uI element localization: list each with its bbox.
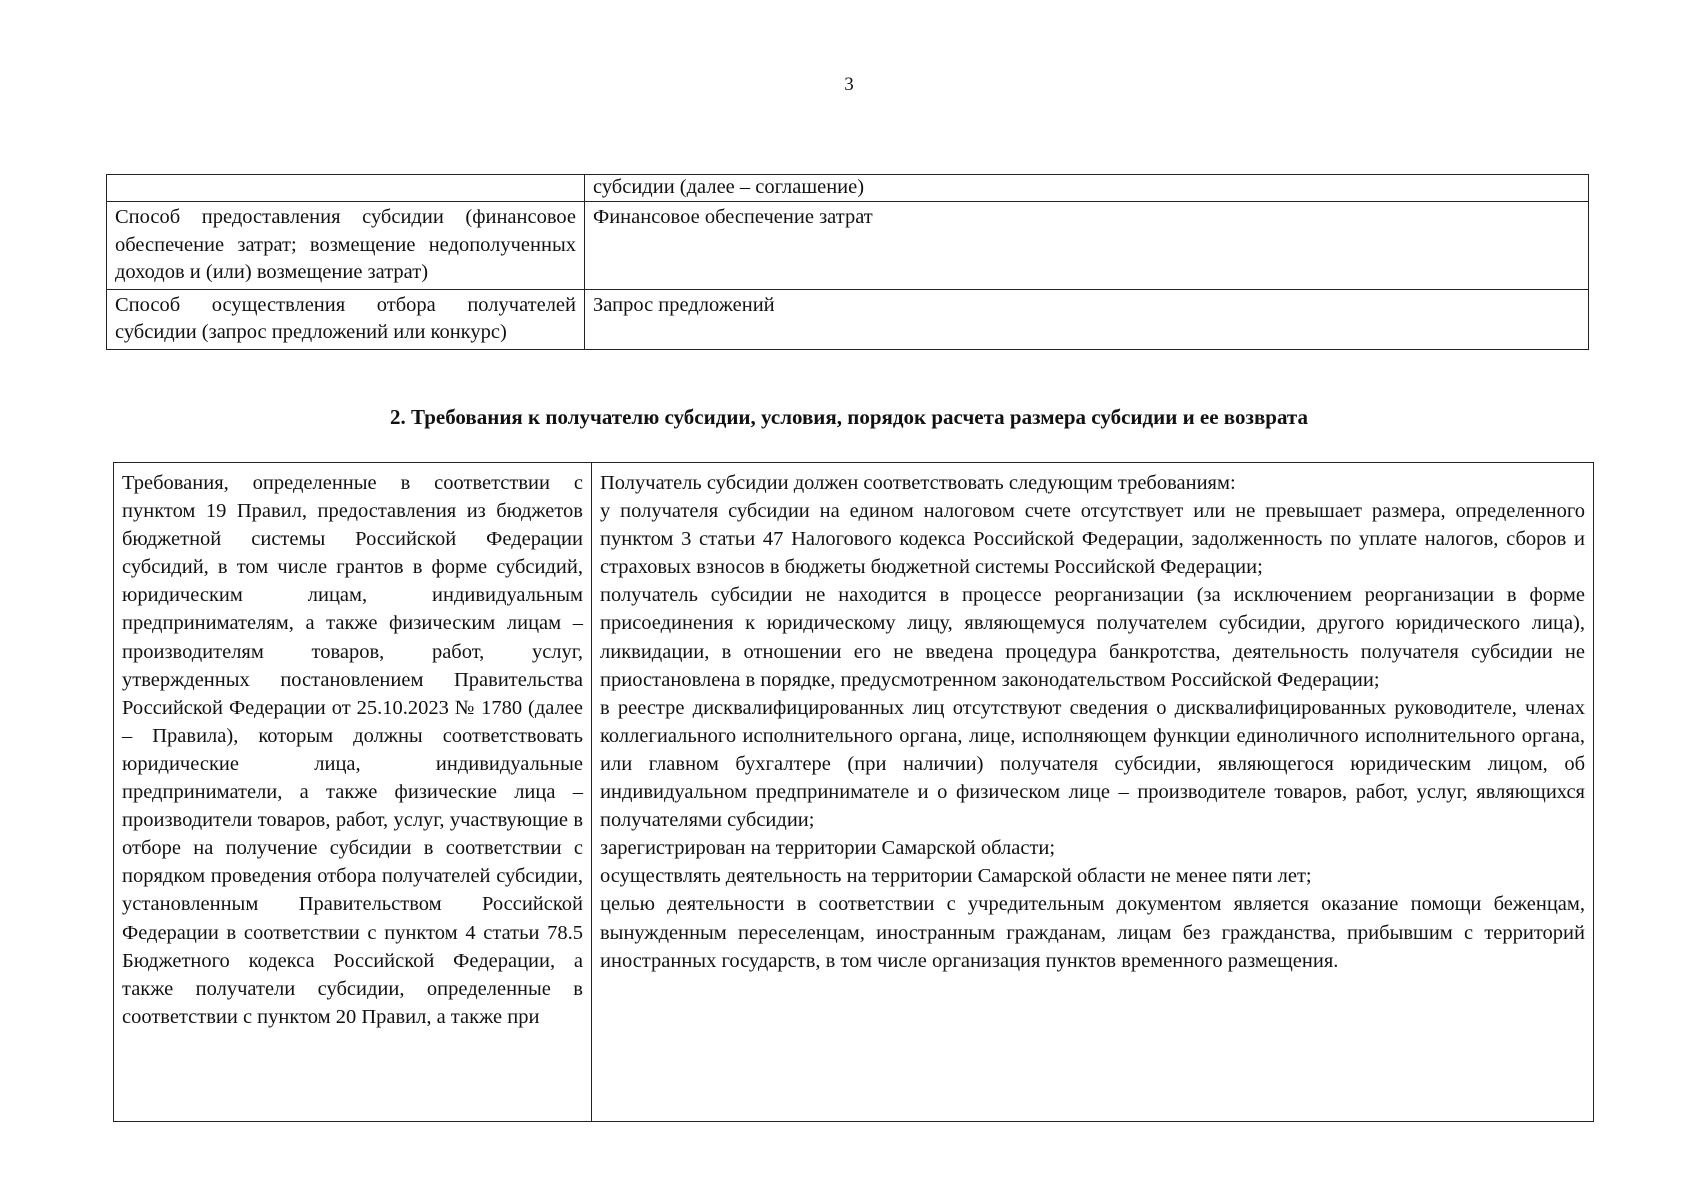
requirements-label-text: Требования, определенные в соответствии с пунктом 19 Правил, предоставления из бюджетов бюджетной системы Российской Федерации субсидий, в том числе грантов в форме субсидий, юридическим лицам, индивидуальным предпринимателям, а также физическим лицам – производителям товаров, работ, услуг, утвержденных постановлением Правительства Российской Федерации от 25.10.2023 № 1780 (далее – Правила), которым должны соответствовать юридические лица, индивидуальные предприниматели, а также физические лица – производители товаров, работ, услуг, участвующие в отборе на получение субсидии в соответствии с порядком проведения отбора получателей субсидии, установленным Правительством Российской Федерации в соответствии с пунктом 4 статьи 78.5 Бюджетного кодекса Российской Федерации, а также получатели субсидии, определенные в соответствии с пунктом 20 Правил, а также при xyxy=(122,472,583,1028)
table-cell-label: Способ осуществления отбора получателей субсидии (запрос предложений или конкурс) xyxy=(107,289,585,349)
table-cell-value: Запрос предложений xyxy=(585,289,1589,349)
requirement-paragraph: в реестре дисквалифицированных лиц отсутствуют сведения о дисквалифицированных руководителе, членах коллегиального исполнительного органа, лице, исполняющем функции единоличного исполнительного органа, или главном бухгалтере (при наличии) получателя субсидии, являющегося юридическим лицом, об индивидуальном предпринимателе и о физическом лице – производителе товаров, работ, услуг, являющихся получателями субсидии; xyxy=(600,696,1585,832)
requirement-paragraph: у получателя субсидии на едином налоговом счете отсутствует или не превышает размера, определенного пунктом 3 статьи 47 Налогового кодекса Российской Федерации, задолженность по уплате налогов, сборов и страховых взносов в бюджеты бюджетной системы Российской Федерации; xyxy=(600,500,1585,579)
table-cell-empty xyxy=(107,175,585,202)
page-number: 3 xyxy=(844,74,854,95)
table-row xyxy=(107,202,1589,290)
table-row xyxy=(114,463,1594,1122)
subsidy-method-table xyxy=(106,174,1589,350)
requirement-paragraph: получатель субсидии не находится в процессе реорганизации (за исключением реорганизации в форме присоединения к юридическому лицу, являющемуся получателем субсидии, другого юридического лица), ликвидации, в отношении его не введена процедура банкротства, деятельность получателя субсидии не приостановлена в порядке, предусмотренном законодательством Российской Федерации; xyxy=(600,584,1585,691)
table-cell-value: Финансовое обеспечение затрат xyxy=(585,202,1589,290)
requirement-paragraph: зарегистрирован на территории Самарской области; xyxy=(600,837,1056,860)
table-cell-continuation: субсидии (далее – соглашение) xyxy=(585,175,1589,202)
requirements-label-cell xyxy=(114,463,592,1122)
table-row xyxy=(107,175,1589,202)
table-cell-label: Способ предоставления субсидии (финансовое обеспечение затрат; возмещение недополученных доходов и (или) возмещение затрат) xyxy=(107,202,585,290)
requirements-list-cell xyxy=(592,463,1594,1122)
requirement-paragraph: Получатель субсидии должен соответствовать следующим требованиям: xyxy=(600,472,1236,494)
requirements-table xyxy=(113,462,1594,1122)
requirement-paragraph: осуществлять деятельность на территории Самарской области не менее пяти лет; xyxy=(600,865,1312,888)
requirement-paragraph: целью деятельности в соответствии с учредительным документом является оказание помощи беженцам, вынужденным переселенцам, иностранным гражданам, лицам без гражданства, прибывшим с территорий иностранных государств, в том числе организация пунктов временного размещения. xyxy=(600,893,1585,972)
section-title: 2. Требования к получателю субсидии, условия, порядок расчета размера субсидии и ее возврата xyxy=(389,405,1308,429)
table-row xyxy=(107,289,1589,349)
